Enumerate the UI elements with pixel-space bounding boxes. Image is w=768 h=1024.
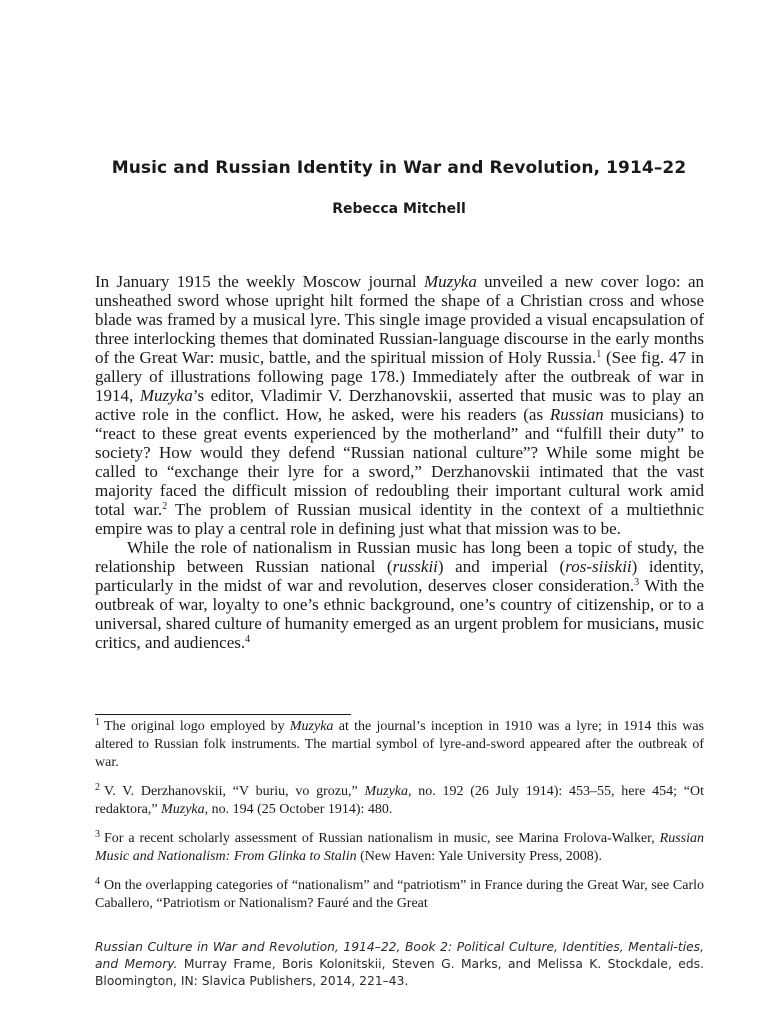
italic-text: Muzyka, [364,784,412,799]
footnote-ref: 4 [245,634,251,645]
footnote-number: 3 [95,829,100,840]
text-run: (See fig. 47 in gallery of illustrations following page 178.) Immediately after the outbreak of war in 1914, [95,348,704,405]
text-run: Murray Frame, Boris Kolonitskii, Steven G. Marks, and Melissa K. Stockdale, eds. Bloomington, IN: Slavica Publishers, 2014, 221–43. [95,957,704,988]
text-run: On the overlapping categories of “nationalism” and “patriotism” in France during the Great War, see Carlo Caballero, “Patriotism or Nationalism? Fauré and the Great [95,878,704,911]
footnote-4 [95,877,704,913]
footnote-number: 4 [95,876,100,887]
italic-text: ros-siiskii [565,557,632,576]
body-paragraph-1 [95,272,704,538]
text-run: no. 194 (25 October 1914): 480. [208,802,393,817]
text-run: ’s editor, Vladimir V. Derzhanovskii, asserted that music was to play an active role in the conflict. How, he asked, were his readers (as [95,386,705,424]
footnote-separator [95,714,351,715]
footnote-ref: 2 [162,501,168,512]
footnote-ref: 3 [634,577,640,588]
text-run: The original logo employed by [104,719,290,734]
body-paragraph-2 [95,538,704,652]
text-run: V. V. Derzhanovskii, “V buriu, vo grozu,” [104,784,365,799]
footnote-3 [95,830,704,866]
italic-text: Russian Culture in War and Revolution, 1914–22, Book 2: Political Culture, Identities, Mentali-ties, and Memory. [95,940,704,971]
italic-text: Russian [549,405,604,424]
italic-text: russkii [392,557,438,576]
chapter-author: Rebecca Mitchell [332,201,466,217]
text-run: no. 192 (26 July 1914): 453–55, here 454; “Ot redaktora,” [95,784,705,817]
text-run: at the journal’s inception in 1910 was a lyre; in 1914 this was altered to Russian folk instruments. The martial symbol of lyre-and-sword appeared after the outbreak of war. [95,719,704,770]
text-run: (New Haven: Yale University Press, 2008). [356,849,602,864]
text-run: With the outbreak of war, loyalty to one’s ethnic background, one’s country of citizenship, or to a universal, shared culture of humanity emerged as an urgent problem for musicians, music critics, and audiences. [95,576,704,652]
body-text [95,272,704,652]
italic-text: Muzyka [423,272,477,291]
footnote-number: 1 [95,717,100,728]
footnote-ref: 1 [596,349,602,360]
text-run: unveiled a new cover logo: an unsheathed sword whose upright hilt formed the shape of a Christian cross and whose blade was framed by a musical lyre. This single image provided a visual encapsulation of three interlocking themes that dominated Russian-language discourse in the early months of the Great War: music, battle, and the spiritual mission of Holy Russia. [95,272,704,367]
italic-text: Muzyka [289,719,334,734]
italic-text: Muzyka [139,386,193,405]
footnote-2 [95,783,704,819]
footnote-1 [95,718,704,772]
chapter-title: Music and Russian Identity in War and Revolution, 1914–22 [111,158,687,178]
text-run: In January 1915 the weekly Moscow journal [95,272,424,291]
footnote-number: 2 [95,782,100,793]
text-run: For a recent scholarly assessment of Russian nationalism in music, see Marina Frolova-Walker, [104,831,660,846]
text-run: While the role of nationalism in Russian music has long been a topic of study, the relationship between Russian national ( [95,538,704,576]
footnotes [95,718,704,924]
text-run: musicians) to “react to these great events experienced by the motherland” and “fulfill their duty” to society? How would they defend “Russian national culture”? While some might be called to “exchange their lyre for a sword,” Derzhanovskii intimated that the vast majority faced the difficult mission of redoubling their important cultural work amid total war. [95,405,704,519]
text-run: ) identity, particularly in the midst of war and revolution, deserves closer consideration. [95,557,704,595]
text-run: The problem of Russian musical identity in the context of a multiethnic empire was to play a central role in defining just what that mission was to be. [95,500,704,538]
italic-text: Russian Music and Nationalism: From Glinka to Stalin [95,831,704,864]
italic-text: Muzyka, [161,802,209,817]
citation-footer [95,939,704,990]
text-run: ) and imperial ( [437,557,566,576]
